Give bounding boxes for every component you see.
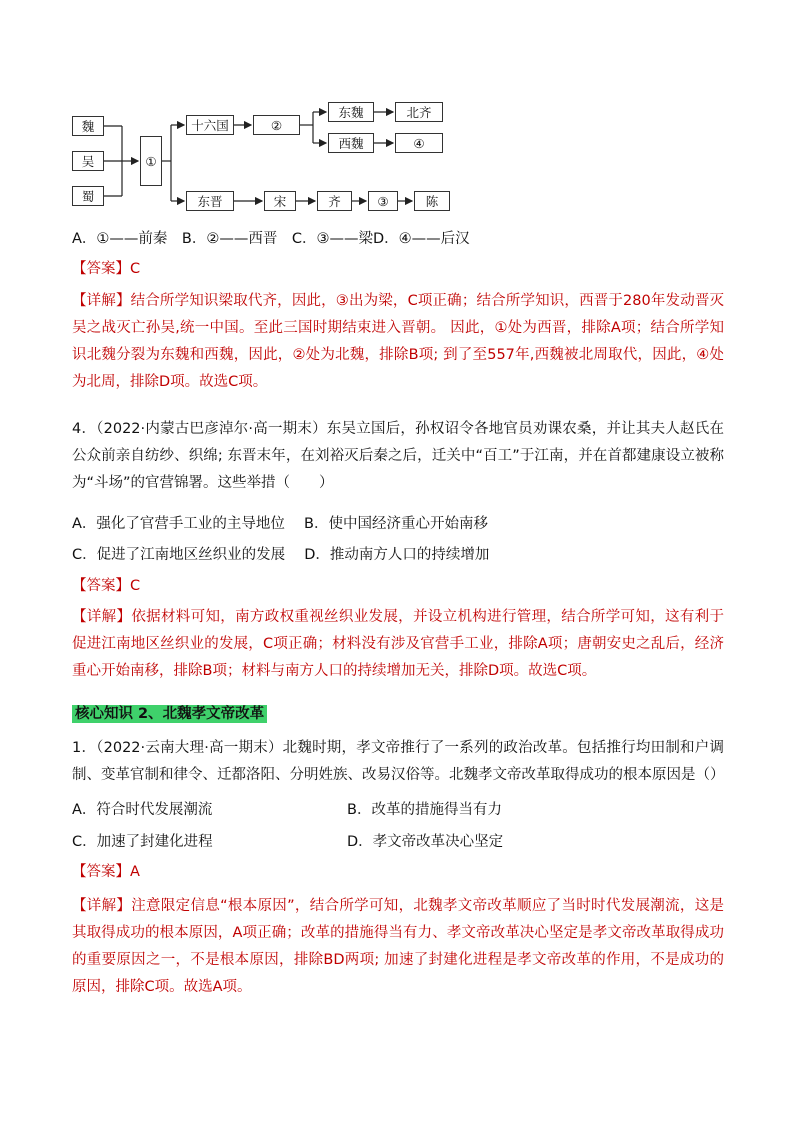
box-wei: 魏 [72,116,104,136]
box-1: ① [140,136,162,186]
q4-stem: 4．（2022·内蒙古巴彦淖尔·高一期末）东吴立国后，孙权诏令各地官员劝课农桑，并让其夫人赵氏在公众前亲自纺纱、织绵; 东晋末年，在刘裕灭后秦之后，迁关中“百工”于江南，并在首都建康设立被称为“斗场”的官营锦署。这些举措（ ） [72,421,724,491]
q1-option-b: B．改革的措施得当有力 [347,802,502,818]
q1-detail [72,893,724,1001]
box-bei-qi: 北齐 [395,102,443,122]
dynasty-flow-diagram [0,0,794,220]
answer-label: 【答案】 [72,261,130,277]
detail-text: 结合所学知识梁取代齐，因此，③出为梁，C项正确；结合所学知识，西晋于280年发动晋灭吴之战灭亡孙吴,统一中国。至此三国时期结束进入晋朝。 因此，①处为西晋，排除A项；结合所学知识北魏分裂为东魏和西魏，因此，②处为北魏，排除B项; 到了至557年,西魏被北周取代，因此，④处为北周，排除D项。故选C项。 [72,293,725,390]
q4-answer [72,576,140,596]
section-title: 核心知识 2、北魏孝文帝改革 [72,705,267,723]
q1-option-d: D．孝文帝改革决心坚定 [347,834,504,850]
section-heading [72,704,267,724]
detail-text: 注意限定信息“根本原因”，结合所学可知，北魏孝文帝改革顺应了当时时代发展潮流，这是其取得成功的根本原因，A项正确；改革的措施得当有力、孝文帝改革决心坚定是孝文帝改革取得成功的重要原因之一，不是根本原因，排除BD两项; 加速了封建化进程是孝文帝改革的作用，不是成功的原因，排除C项。故选A项。 [72,898,724,995]
q4-detail [72,604,724,685]
box-west-wei: 西魏 [328,133,374,153]
box-dong-jin: 东晋 [186,191,234,211]
q3-answer [72,259,140,279]
answer-value: C [130,261,141,277]
answer-label: 【答案】 [72,578,130,594]
box-wu: 吴 [72,151,104,171]
box-qi: 齐 [317,191,352,211]
q1-stem: 1．（2022·云南大理·高一期末）北魏时期，孝文帝推行了一系列的政治改革。包括推行均田制和户调制、变革官制和律令、迁都洛阳、分明姓族、改易汉俗等。北魏孝文帝改革取得成功的根本原因是（） [72,740,725,783]
q4-options-cd: C．促进了江南地区丝织业的发展 D．推动南方人口的持续增加 [72,547,490,563]
q1-option-a: A．符合时代发展潮流 [72,802,213,818]
box-chen: 陈 [414,191,450,211]
box-sixteen-kingdoms: 十六国 [186,115,234,135]
q3-options: A．①——前秦 B．②——西晋 C．③——梁D．④——后汉 [72,231,470,247]
box-song: 宋 [264,191,296,211]
detail-label: 【详解】 [72,898,132,914]
answer-label: 【答案】 [72,864,130,880]
box-east-wei: 东魏 [328,102,374,122]
box-3: ③ [368,191,398,211]
box-2: ② [253,115,300,135]
answer-value: A [130,864,140,880]
detail-label: 【详解】 [72,609,132,625]
q1-option-c: C．加速了封建化进程 [72,834,213,850]
box-shu: 蜀 [72,186,104,206]
detail-label: 【详解】 [72,293,131,309]
q3-detail [72,288,724,396]
q1-answer [72,862,140,882]
box-4: ④ [395,133,443,153]
answer-value: C [130,578,141,594]
detail-text: 依据材料可知，南方政权重视丝织业发展，并设立机构进行管理，结合所学可知，这有利于促进江南地区丝织业的发展，C项正确；材料没有涉及官营手工业，排除A项；唐朝安史之乱后，经济重心开始南移，排除B项；材料与南方人口的持续增加无关，排除D项。故选C项。 [72,609,725,679]
q4-options-ab: A．强化了官营手工业的主导地位 B．使中国经济重心开始南移 [72,516,488,532]
